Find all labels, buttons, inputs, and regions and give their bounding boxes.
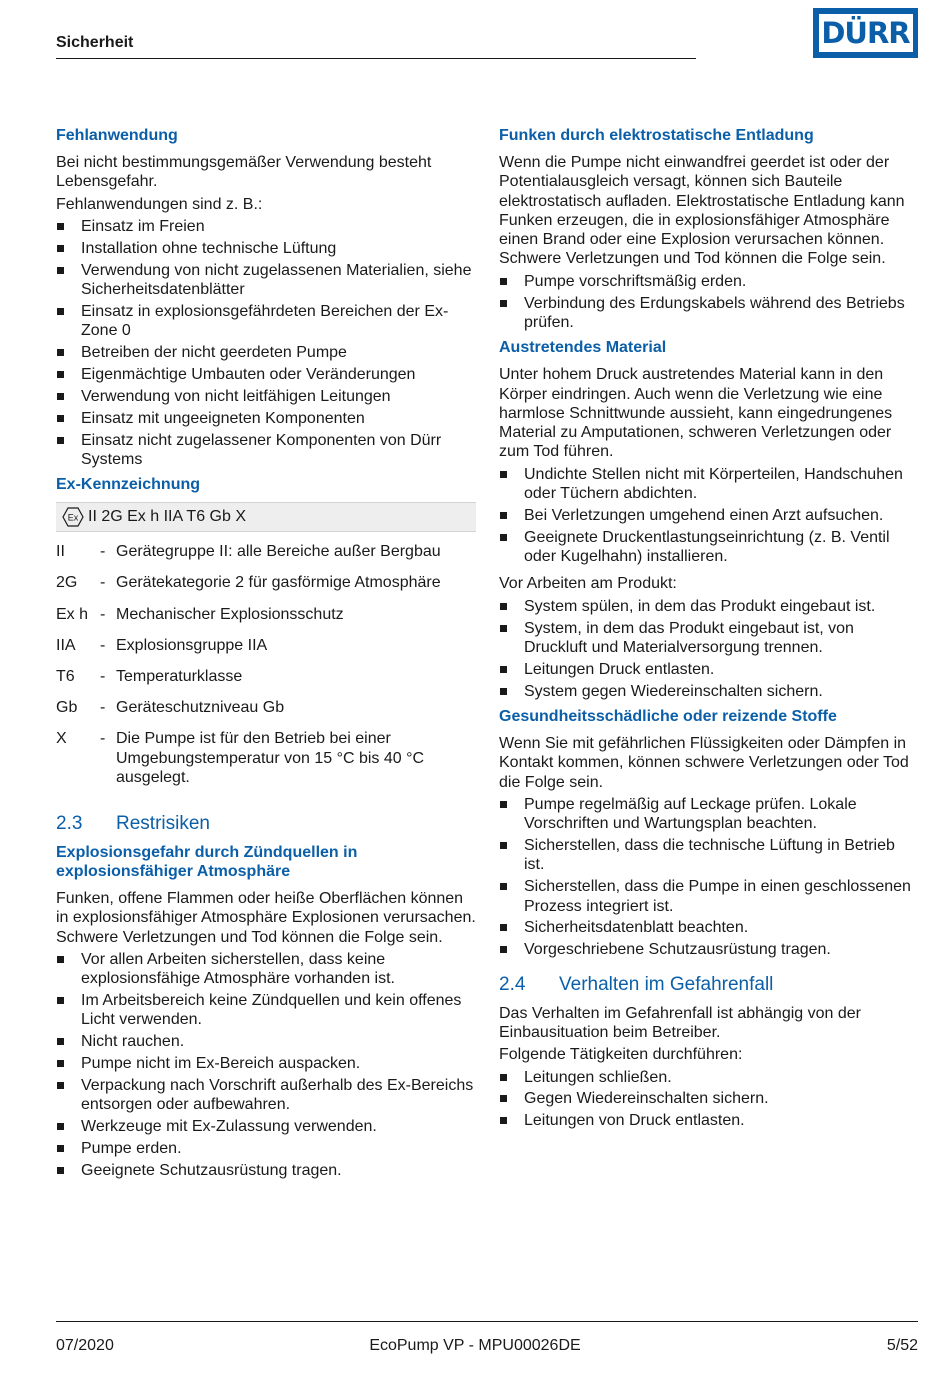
austretend-list-2 <box>499 597 919 701</box>
list-item: Verbindung des Erdungskabels während des Betriebs prüfen. <box>499 294 919 333</box>
logo-text: DÜRR <box>821 15 910 50</box>
ex-desc: Temperaturklasse <box>116 667 243 685</box>
list-item: Undichte Stellen nicht mit Körperteilen, Handschuhen oder Tüchern abdichten. <box>499 465 919 504</box>
list-item: Leitungen von Druck entlasten. <box>499 1111 919 1130</box>
list-item: Verpackung nach Vorschrift außerhalb des Ex-Bereichs entsorgen oder aufbewahren. <box>56 1076 476 1115</box>
list-item: Einsatz nicht zugelassener Komponenten von Dürr Systems <box>56 431 476 470</box>
gefahrenfall-list <box>499 1068 919 1131</box>
gesundheit-text: Wenn Sie mit gefährlichen Flüssigkeiten oder Dämpfen in Kontakt kommen, können schwere Verletzungen oder Tod die Folge sein. <box>499 734 909 791</box>
svg-text:Ex: Ex <box>67 512 79 523</box>
list-item: System, in dem das Produkt eingebaut ist, von Druckluft und Materialversorgung trennen. <box>499 619 919 658</box>
list-item: Leitungen schließen. <box>499 1068 919 1087</box>
austretend-text: Unter hohem Druck austretendes Material kann in den Körper eindringen. Auch wenn die Verletzung wie eine harmlose Schnittwunde aussieht, kann eingedrungenes Material zu Amputationen, schweren Verletzungen oder zum Tod führen. <box>499 366 893 461</box>
funken-heading: Funken durch elektrostatische Entladung <box>499 127 814 144</box>
gesundheit-list <box>499 795 919 960</box>
ex-code: 2G <box>56 574 78 592</box>
austretend-list <box>499 465 919 567</box>
gefahrenfall-intro-2: Folgende Tätigkeiten durchführen: <box>499 1046 743 1064</box>
table-row <box>56 636 476 667</box>
ex-dash: - <box>100 636 106 654</box>
list-item: Einsatz mit ungeeigneten Komponenten <box>56 409 476 428</box>
fehlanwendung-list <box>56 217 476 469</box>
austretend-intro-2: Vor Arbeiten am Produkt: <box>499 575 677 593</box>
list-item: Sicherheitsdatenblatt beachten. <box>499 918 919 937</box>
ex-dash: - <box>100 605 106 623</box>
section-title: Verhalten im Gefahrenfall <box>559 973 774 995</box>
ex-code: Ex h <box>56 605 89 623</box>
ex-marking-box <box>56 502 476 532</box>
list-item: Betreiben der nicht geerdeten Pumpe <box>56 343 476 362</box>
footer-date: 07/2020 <box>56 1337 114 1354</box>
table-row <box>56 542 476 573</box>
section-title: Restrisiken <box>116 813 210 835</box>
ex-desc: Die Pumpe ist für den Betrieb bei einer Umgebungstemperatur von 15 °C bis 40 °C ausgelegt. <box>116 730 425 786</box>
footer-document-id: EcoPump VP - MPU00026DE <box>369 1337 581 1354</box>
ex-hexagon-icon <box>62 507 84 527</box>
list-item: Werkzeuge mit Ex-Zulassung verwenden. <box>56 1117 476 1136</box>
list-item: Sicherstellen, dass die technische Lüftung in Betrieb ist. <box>499 836 919 875</box>
list-item: Verwendung von nicht zugelassenen Materialien, siehe Sicherheitsdatenblätter <box>56 261 476 300</box>
table-row <box>56 573 476 604</box>
ex-code: X <box>56 730 67 748</box>
funken-text: Wenn die Pumpe nicht einwandfrei geerdet ist oder der Potentialausgleich versagt, können sich Bauteile elektrostatisch aufladen. Elektrostatische Entladung kann Funken erzeugen, die in explosionsfähiger Atmosphäre einen Brand oder eine Explosion verursachen können. Schwere Verletzungen und Tod können die Folge sein. <box>499 154 905 268</box>
list-item: Installation ohne technische Lüftung <box>56 239 476 258</box>
list-item: System gegen Wiedereinschalten sichern. <box>499 682 919 701</box>
ex-code: IIA <box>56 636 76 654</box>
zuendquellen-heading: Explosionsgefahr durch Zündquellen in explosionsfähiger Atmosphäre <box>56 844 358 881</box>
list-item: Einsatz im Freien <box>56 217 476 236</box>
zuendquellen-list <box>56 950 476 1180</box>
section-number: 2.4 <box>499 973 526 995</box>
ex-dash: - <box>100 574 106 592</box>
footer-page-number: 5/52 <box>886 1337 918 1354</box>
list-item: Bei Verletzungen umgehend einen Arzt aufsuchen. <box>499 506 919 525</box>
table-row <box>56 605 476 636</box>
table-row <box>56 698 476 729</box>
fehlanwendung-intro: Bei nicht bestimmungsgemäßer Verwendung besteht Lebensgefahr. <box>56 154 432 191</box>
list-item: Sicherstellen, dass die Pumpe in einen geschlossenen Prozess integriert ist. <box>499 877 919 916</box>
fehlanwendung-intro-2: Fehlanwendungen sind z. B.: <box>56 195 263 213</box>
list-item: Vor allen Arbeiten sicherstellen, dass keine explosionsfähige Atmosphäre vorhanden ist. <box>56 950 476 989</box>
list-item: Gegen Wiedereinschalten sichern. <box>499 1089 919 1108</box>
page-header-title: Sicherheit <box>56 34 134 51</box>
list-item: System spülen, in dem das Produkt eingebaut ist. <box>499 597 919 616</box>
list-item: Pumpe vorschriftsmäßig erden. <box>499 272 919 291</box>
ex-code: II <box>56 543 65 561</box>
ex-dash: - <box>100 730 106 748</box>
ex-desc: Explosionsgruppe IIA <box>116 636 268 654</box>
ex-dash: - <box>100 699 106 717</box>
duerr-logo <box>813 8 918 58</box>
section-number: 2.3 <box>56 813 83 835</box>
list-item: Vorgeschriebene Schutzausrüstung tragen. <box>499 940 919 959</box>
ex-marking-text: II 2G Ex h IIA T6 Gb X <box>88 508 246 526</box>
table-row <box>56 667 476 698</box>
list-item: Eigenmächtige Umbauten oder Veränderungen <box>56 365 476 384</box>
list-item: Pumpe regelmäßig auf Leckage prüfen. Lokale Vorschriften und Wartungsplan beachten. <box>499 795 919 834</box>
gefahrenfall-text: Das Verhalten im Gefahrenfall ist abhängig von der Einbausituation beim Betreiber. <box>499 1004 861 1041</box>
ex-desc: Geräteschutzniveau Gb <box>116 699 285 717</box>
list-item: Pumpe nicht im Ex-Bereich auspacken. <box>56 1054 476 1073</box>
list-item: Geeignete Druckentlastungseinrichtung (z. B. Ventil oder Kugelhahn) installieren. <box>499 528 919 567</box>
ex-dash: - <box>100 667 106 685</box>
ex-kennzeichnung-heading: Ex-Kennzeichnung <box>56 476 201 494</box>
funken-list <box>499 272 919 332</box>
ex-dash: - <box>100 543 106 561</box>
ex-desc: Gerätekategorie 2 für gasförmige Atmosphäre <box>116 574 441 592</box>
header-rule <box>56 58 696 59</box>
section-heading-gefahrenfall <box>499 974 919 996</box>
ex-code-table <box>56 542 476 799</box>
right-column <box>499 126 919 1137</box>
ex-code: T6 <box>56 667 75 685</box>
gesundheit-heading: Gesundheitsschädliche oder reizende Stoffe <box>499 707 837 725</box>
list-item: Nicht rauchen. <box>56 1032 476 1051</box>
list-item: Leitungen Druck entlasten. <box>499 660 919 679</box>
left-column <box>56 126 476 1186</box>
section-heading-restrisiken <box>56 813 476 835</box>
fehlanwendung-heading: Fehlanwendung <box>56 127 178 144</box>
list-item: Verwendung von nicht leitfähigen Leitungen <box>56 387 476 406</box>
list-item: Einsatz in explosionsgefährdeten Bereichen der Ex-Zone 0 <box>56 302 476 341</box>
ex-desc: Mechanischer Explosionsschutz <box>116 605 344 623</box>
zuendquellen-text: Funken, offene Flammen oder heiße Oberflächen können in explosionsfähiger Atmosphäre Explosionen verursachen. Schwere Verletzungen und Tod können die Folge sein. <box>56 890 476 946</box>
austretend-heading: Austretendes Material <box>499 339 667 357</box>
footer-rule <box>56 1321 918 1322</box>
ex-desc: Gerätegruppe II: alle Bereiche außer Bergbau <box>116 543 441 561</box>
list-item: Geeignete Schutzausrüstung tragen. <box>56 1161 476 1180</box>
table-row <box>56 729 476 799</box>
ex-code: Gb <box>56 699 78 717</box>
list-item: Pumpe erden. <box>56 1139 476 1158</box>
list-item: Im Arbeitsbereich keine Zündquellen und kein offenes Licht verwenden. <box>56 991 476 1030</box>
